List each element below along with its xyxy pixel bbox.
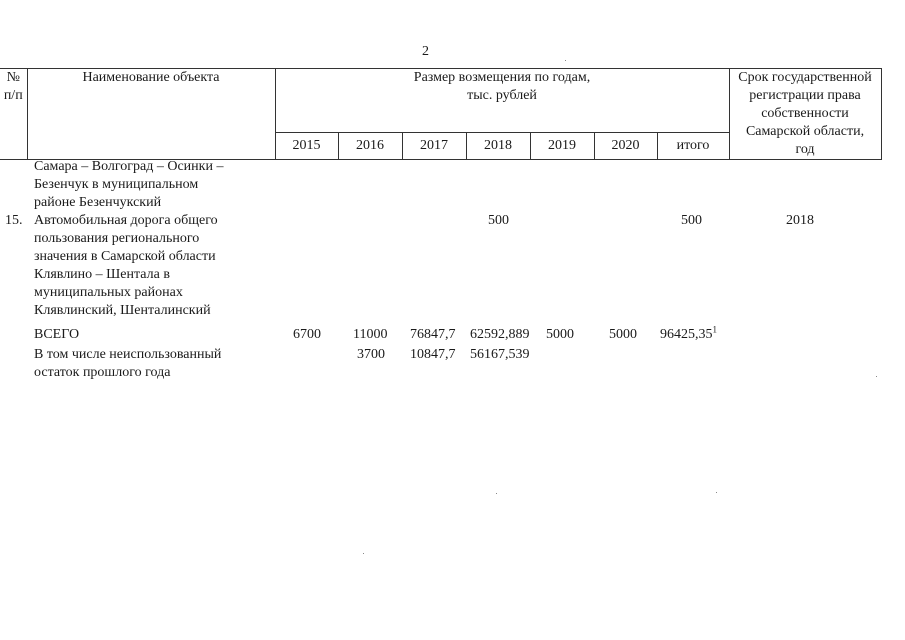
header-amount-label: Размер возмещения по годам, (413, 70, 591, 85)
header-term-line-2: регистрации права (749, 88, 861, 103)
row-name-line: значения в Самарской области (34, 249, 216, 264)
scan-speck (363, 553, 364, 554)
total-2018: 62592,889 (470, 327, 530, 342)
header-name-cell (27, 69, 275, 160)
total-2017: 76847,7 (410, 327, 456, 342)
scan-speck (876, 376, 877, 377)
header-amount-cell (275, 69, 729, 133)
prev-row-line: районе Безенчукский (34, 195, 162, 210)
unused-2018: 56167,539 (470, 347, 530, 362)
header-num-label: № (6, 70, 20, 85)
header-term-line-5: год (795, 142, 815, 157)
unused-label-line: остаток прошлого года (34, 365, 171, 380)
row-name-line: Клявлинский, Шенталинский (34, 303, 211, 318)
year-2017: 2017 (402, 132, 466, 159)
total-label: ВСЕГО (34, 327, 80, 342)
scan-speck (496, 493, 497, 494)
page-number: 2 (422, 44, 429, 59)
row15-value-total: 500 (681, 213, 702, 228)
year-2015: 2015 (275, 132, 338, 159)
header-term-line-3: собственности (761, 106, 849, 121)
prev-row-line: Безенчук в муниципальном (34, 177, 199, 192)
total-2020: 5000 (609, 327, 637, 342)
total-footnote-mark: 1 (712, 324, 717, 335)
unused-2017: 10847,7 (410, 347, 456, 362)
unused-label-line: В том числе неиспользованный (34, 347, 222, 362)
row-number: 15. (5, 213, 23, 228)
total-2015: 6700 (293, 327, 321, 342)
header-num-cell (0, 69, 27, 160)
row-name-line: муниципальных районах (34, 285, 183, 300)
row15-term: 2018 (786, 213, 814, 228)
header-amount-unit: тыс. рублей (467, 88, 537, 103)
year-2016: 2016 (338, 132, 402, 159)
header-name-label: Наименование объекта (82, 70, 220, 85)
total-2019: 5000 (546, 327, 574, 342)
total-sum-value: 96425,35 (660, 327, 713, 342)
prev-row-line: Самара – Волгоград – Осинки – (34, 159, 224, 174)
scan-speck (565, 60, 566, 61)
year-2020: 2020 (594, 132, 657, 159)
year-2018: 2018 (466, 132, 530, 159)
unused-2016: 3700 (357, 347, 385, 362)
header-term-line-1: Срок государственной (738, 70, 872, 85)
row-name-line: Автомобильная дорога общего (34, 213, 218, 228)
header-term-line-4: Самарской области, (745, 124, 865, 139)
year-total: итого (657, 132, 729, 159)
header-term-cell (729, 69, 881, 160)
scan-speck (716, 492, 717, 493)
total-2016: 11000 (353, 327, 388, 342)
row15-value-2018: 500 (488, 213, 509, 228)
header-table (0, 68, 882, 160)
row-name-line: Клявлино – Шентала в (34, 267, 170, 282)
row-name-line: пользования регионального (34, 231, 200, 246)
total-sum (660, 326, 717, 344)
header-num-label-2: п/п (3, 88, 23, 103)
year-2019: 2019 (530, 132, 594, 159)
